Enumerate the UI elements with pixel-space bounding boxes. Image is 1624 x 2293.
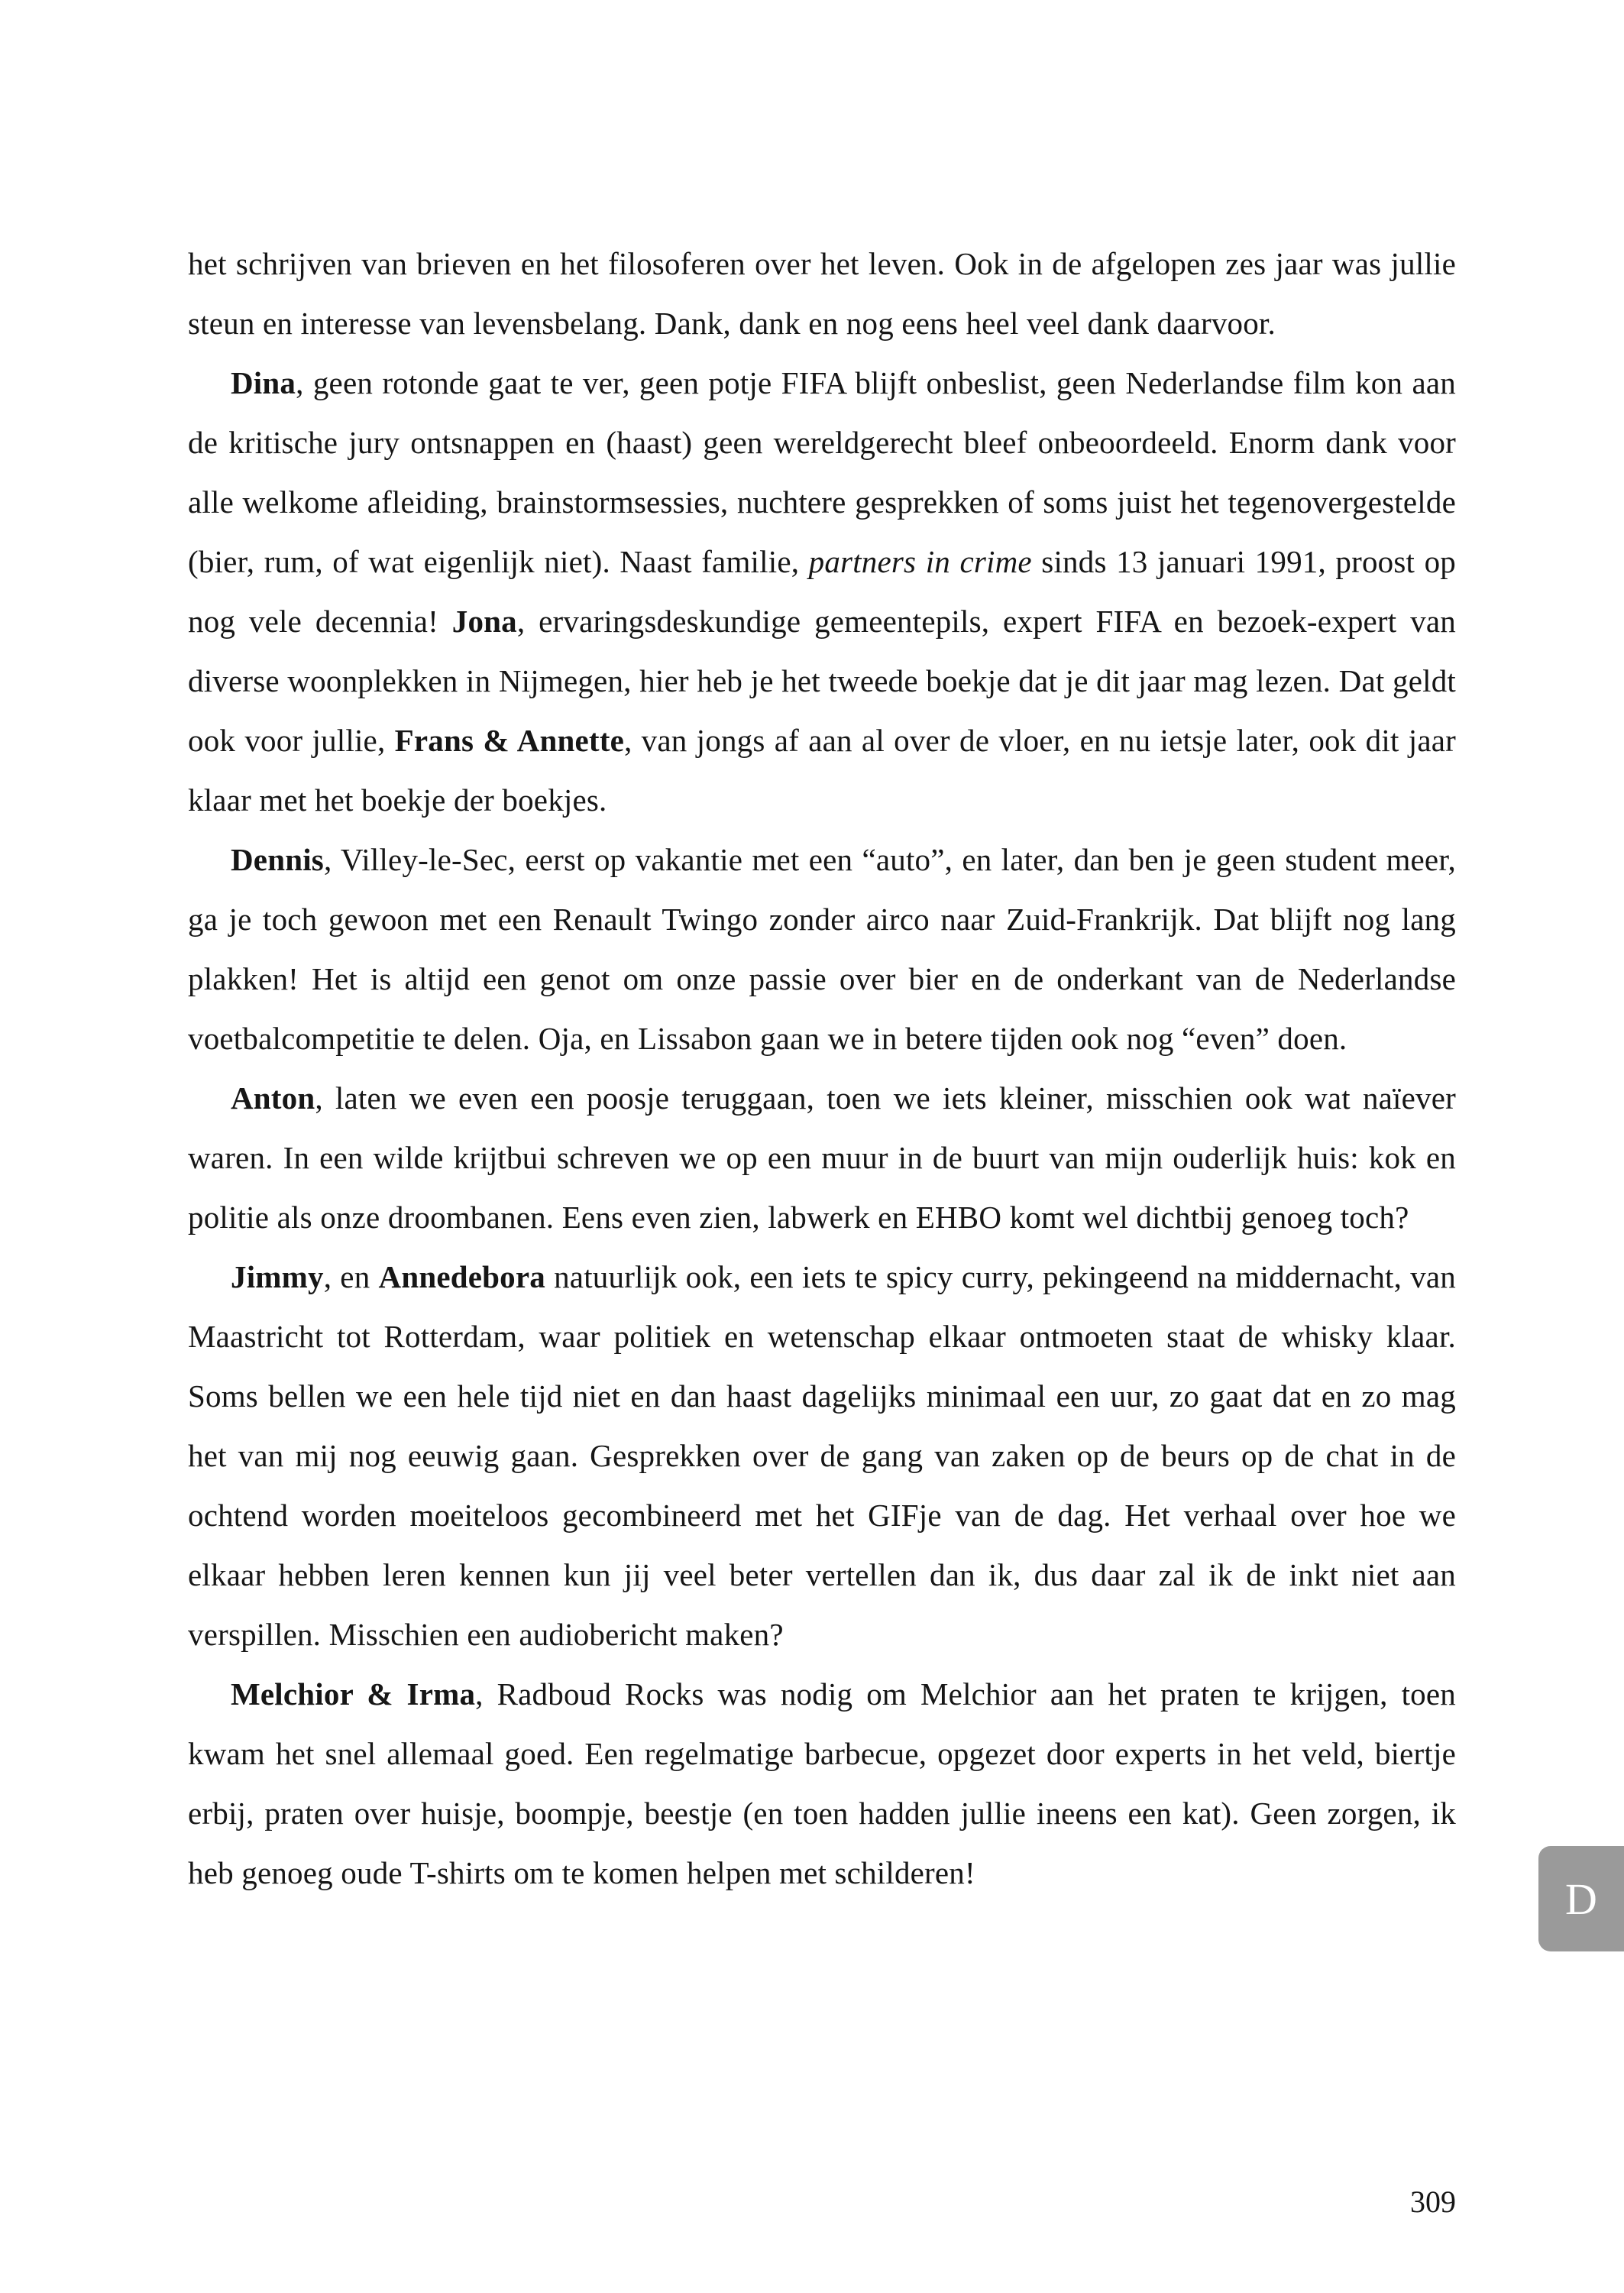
text-run: , Radboud Rocks was nodig om Melchior aan het praten te krijgen, toen kwam het snel allemaal goed. Een regelmatige barbecue, opgezet door experts in het veld, biertje erbij, praten over huisje, boompje, beestje (en toen hadden jullie ineens een kat). Geen zorgen, ik heb genoeg oude T-shirts om te komen helpen met schilderen!	[188, 1676, 1456, 1890]
text-run: , laten we even een poosje teruggaan, toen we iets kleiner, misschien ook wat naïever waren. In een wilde krijtbui schreven we op een muur in de buurt van mijn ouderlijk huis: kok en politie als onze droombanen. Eens even zien, labwerk en EHBO komt wel dichtbij genoeg toch?	[188, 1080, 1456, 1235]
text-run: , ervaringsdeskundige gemeentepils, expert FIFA en bezoek-expert van diverse woonplekken in Nijmegen, hier heb je het tweede boekje dat je dit jaar mag lezen. Dat geldt ook voor jullie,	[188, 604, 1456, 758]
text-run: , en	[323, 1259, 379, 1294]
section-tab	[1538, 1846, 1624, 1951]
paragraph	[188, 353, 1456, 830]
paragraph	[188, 1247, 1456, 1664]
section-tab-letter: D	[1565, 1874, 1597, 1924]
paragraph	[188, 1068, 1456, 1247]
text-run: , geen rotonde gaat te ver, geen potje FIFA blijft onbeslist, geen Nederlandse film kon aan de kritische jury ontsnappen en (haast) geen wereldgerecht bleef onbeoordeeld. Enorm dank voor alle welkome afleiding, brainstormsessies, nuchtere gesprekken of soms juist het tegenovergestelde (bier, rum, of wat eigenlijk niet). Naast familie,	[188, 365, 1456, 579]
name-emphasis: Dennis	[231, 842, 324, 877]
name-emphasis: Frans & Annette	[394, 723, 624, 758]
page-number: 309	[1410, 2185, 1456, 2219]
text-run: het schrijven van brieven en het filosoferen over het leven. Ook in de afgelopen zes jaar was jullie steun en interesse van levensbelang. Dank, dank en nog eens heel veel dank daarvoor.	[188, 246, 1456, 341]
text-run: , Villey-le-Sec, eerst op vakantie met een “auto”, en later, dan ben je geen student meer, ga je toch gewoon met een Renault Twingo zonder airco naar Zuid-Frankrijk. Dat blijft nog lang plakken! Het is altijd een genot om onze passie over bier en de onderkant van de Nederlandse voetbalcompetitie te delen. Oja, en Lissabon gaan we in betere tijden ook nog “even” doen.	[188, 842, 1456, 1056]
italic-phrase: partners in crime	[808, 544, 1032, 579]
text-run: , van jongs af aan al over de vloer, en nu ietsje later, ook dit jaar klaar met het boekje der boekjes.	[188, 723, 1456, 818]
text-block	[188, 234, 1456, 1903]
name-emphasis: Anton	[231, 1080, 315, 1116]
name-emphasis: Annedebora	[378, 1259, 545, 1294]
name-emphasis: Jona	[451, 604, 517, 639]
name-emphasis: Dina	[231, 365, 296, 400]
paragraph	[188, 830, 1456, 1068]
paragraph	[188, 1664, 1456, 1903]
paragraph	[188, 234, 1456, 353]
name-emphasis: Melchior & Irma	[231, 1676, 476, 1712]
text-run: sinds 13 januari 1991, proost op nog vele decennia!	[188, 544, 1456, 639]
text-run: natuurlijk ook, een iets te spicy curry, pekingeend na middernacht, van Maastricht tot Rotterdam, waar politiek en wetenschap elkaar ontmoeten staat de whisky klaar. Soms bellen we een hele tijd niet en dan haast dagelijks minimaal een uur, zo gaat dat en zo mag het van mij nog eeuwig gaan. Gesprekken over de gang van zaken op de beurs op de chat in de ochtend worden moeiteloos gecombineerd met het GIFje van de dag. Het verhaal over hoe we elkaar hebben leren kennen kun jij veel beter vertellen dan ik, dus daar zal ik de inkt niet aan verspillen. Misschien een audiobericht maken?	[188, 1259, 1457, 1652]
name-emphasis: Jimmy	[231, 1259, 324, 1294]
